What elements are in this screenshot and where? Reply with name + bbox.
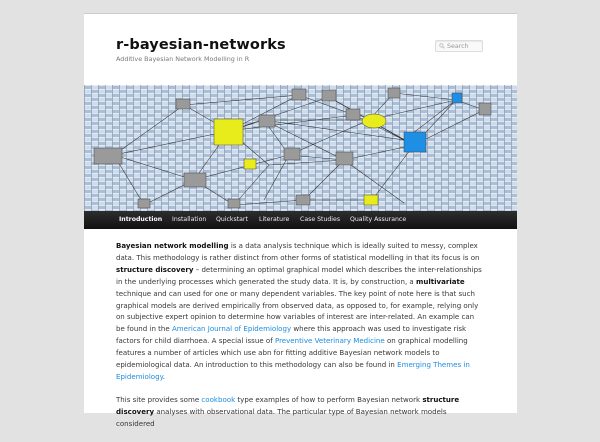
search-input[interactable] xyxy=(447,41,482,51)
paragraph-text: analyses with observational data. The particular type of Bayesian network models considered xyxy=(116,407,447,429)
paragraph-text: type examples of how to perform Bayesian network xyxy=(235,395,423,405)
main-content xyxy=(116,240,484,442)
link-cookbook[interactable]: cookbook xyxy=(201,395,236,405)
search-box[interactable] xyxy=(435,40,483,52)
nav-item-quality-assurance[interactable]: Quality Assurance xyxy=(350,216,407,223)
paragraph-text: where this approach was used to investigate risk factors for child diarrhoea. A special issue of xyxy=(116,324,467,346)
bold-term: multivariate xyxy=(415,276,465,286)
bold-term: structure discovery xyxy=(116,395,460,417)
intro-paragraph xyxy=(116,240,484,383)
link-emerging-themes-in-epidemiology[interactable]: Emerging Themes in Epidemiology xyxy=(116,360,470,381)
paragraph-text: technique and can used for one or many dependent variables. The key point of note here is that such graphical models are derived empirically from observed data, as opposed to, for example, relying only on subjective expert opinion to determine how variables of interest are inter-related. An example can be found in the xyxy=(116,288,479,334)
header-image xyxy=(84,85,517,211)
bold-term: Bayesian network modelling xyxy=(116,241,229,250)
site-title[interactable]: r-bayesian-networks xyxy=(116,37,286,53)
paragraph-text: This site provides some xyxy=(116,395,202,405)
nav-item-introduction[interactable]: Introduction xyxy=(119,216,163,223)
nav-item-case-studies[interactable]: Case Studies xyxy=(300,216,341,223)
paragraph-text: . xyxy=(162,371,165,381)
cookbook-paragraph xyxy=(116,394,484,430)
site-description: Additive Bayesian Network Modelling in R xyxy=(116,55,250,63)
page xyxy=(84,13,517,429)
link-preventive-veterinary-medicine[interactable]: Preventive Veterinary Medicine xyxy=(274,336,385,346)
bold-term: structure discovery xyxy=(116,264,194,274)
paragraph-text: – determining an optimal graphical model which describes the inter-relationships in the underlying processes which generated the study data. It is, by construction, a xyxy=(116,264,482,286)
nav-item-quickstart[interactable]: Quickstart xyxy=(216,216,248,223)
nav-item-installation[interactable]: Installation xyxy=(172,216,207,223)
paragraph-text: is a data analysis technique which is ideally suited to messy, complex data. This methodology is rather distinct from other forms of statistical modelling in that its focus is on xyxy=(116,241,480,262)
main-nav xyxy=(84,211,517,229)
search-icon xyxy=(439,43,445,49)
paragraph-text: on graphical modelling features a number of articles which use abn for fitting additive Bayesian network models to epidemiological data. An introduction to this methodology can also be found in xyxy=(116,336,468,370)
nav-item-literature[interactable]: Literature xyxy=(259,216,290,223)
link-american-journal-of-epidemiology[interactable]: American Journal of Epidemiology xyxy=(171,324,292,334)
